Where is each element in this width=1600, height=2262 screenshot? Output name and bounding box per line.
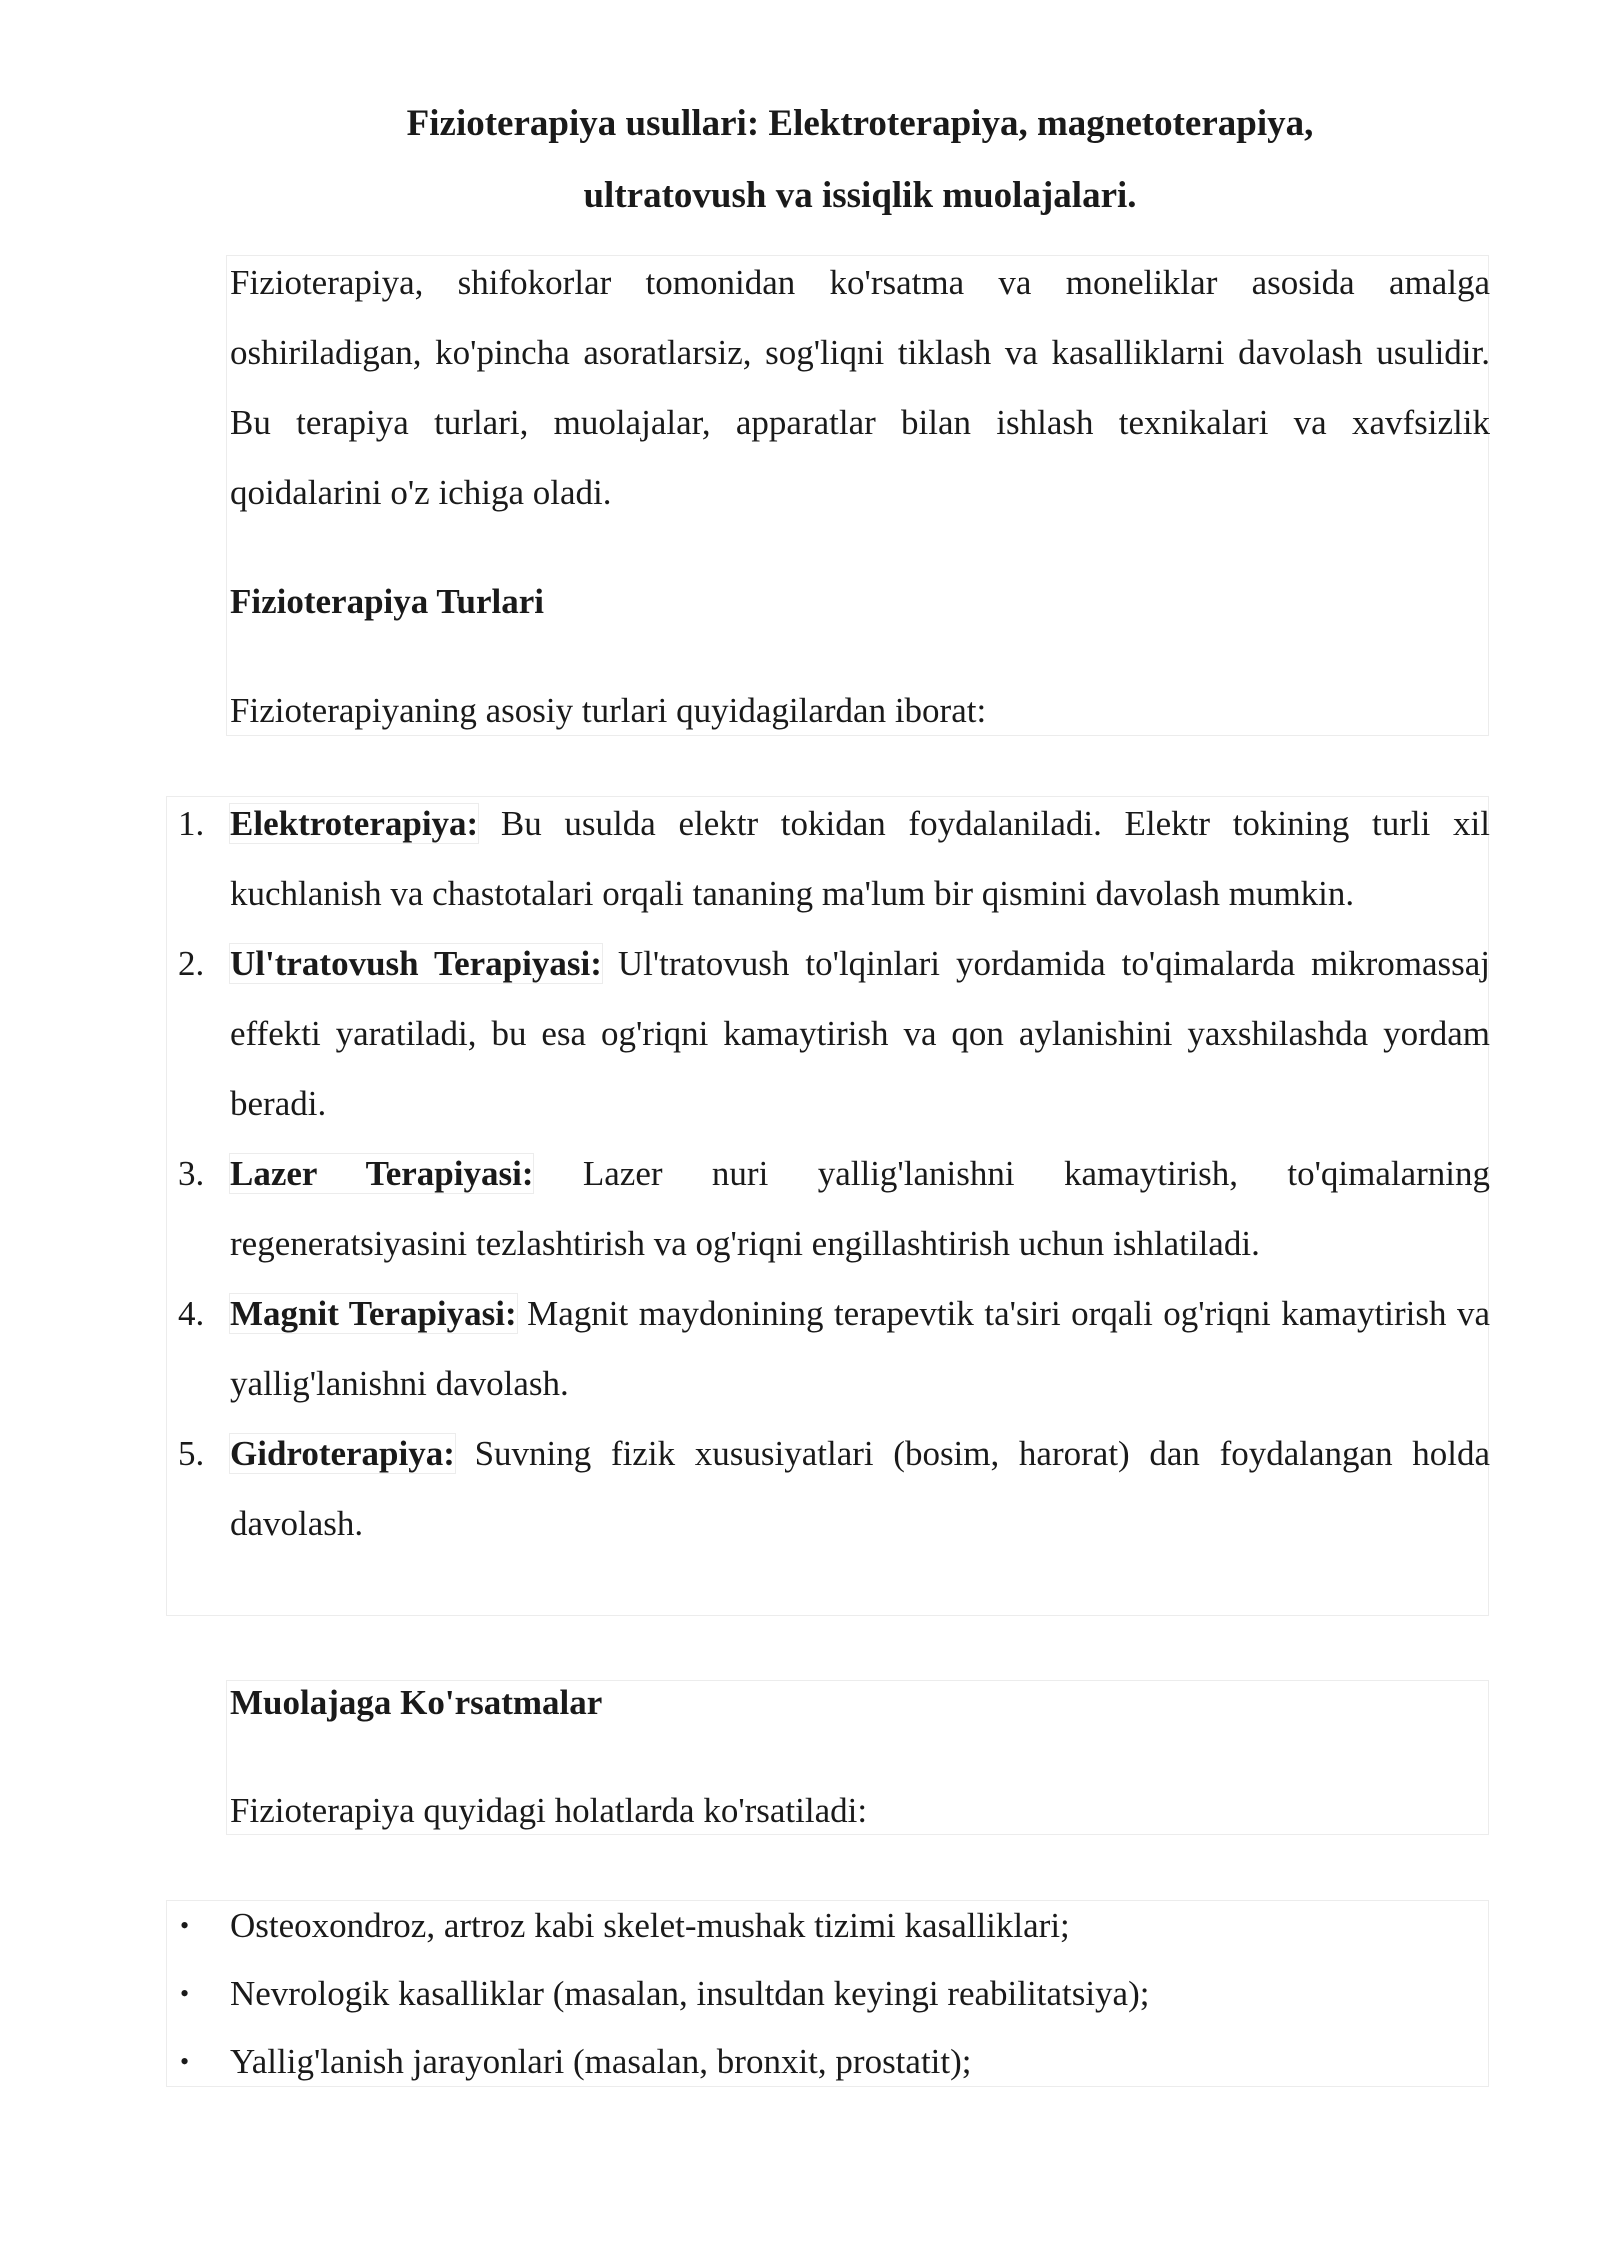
list-item-text: Suvning fizik xususiyatlari (bosim, harorat) dan foydalangan holda davolash. [230,1434,1490,1543]
bullet-icon: • [180,1979,190,2008]
list-item-text: Yallig'lanish jarayonlari (masalan, bronxit, prostatit); [230,2042,972,2081]
list-item [166,1892,1490,1960]
document-title-line-1: Fizioterapiya usullari: Elektroterapiya, magnetoterapiya, [406,103,1314,144]
list-item-text: Osteoxondroz, artroz kabi skelet-mushak tizimi kasalliklari; [230,1906,1070,1945]
list-item-number: 3. [178,1154,205,1193]
list-item-term: Gidroterapiya: [230,1434,455,1473]
list-item-number: 1. [178,804,205,843]
types-lead-paragraph: Fizioterapiyaning asosiy turlari quyidagilardan iborat: [230,691,987,730]
section-heading-indications: Muolajaga Ko'rsatmalar [230,1683,603,1722]
list-item [166,1960,1490,2028]
list-item-text: Magnit maydonining terapevtik ta'siri orqali og'riqni kamaytirish va yallig'lanishni davolash. [230,1294,1490,1403]
list-item [166,2028,1490,2096]
list-item-term: Magnit Terapiyasi: [230,1294,517,1333]
section-heading-types: Fizioterapiya Turlari [230,582,545,621]
types-numbered-list [166,789,1490,1559]
list-item-text: Nevrologik kasalliklar (masalan, insultdan keyingi reabilitatsiya); [230,1974,1150,2013]
list-item [166,1139,1490,1279]
list-item-term: Ul'tratovush Terapiyasi: [230,944,602,983]
bullet-icon: • [180,1911,190,1940]
intro-paragraph: Fizioterapiya, shifokorlar tomonidan ko'rsatma va moneliklar asosida amalga oshiriladigan, ko'pincha asoratlarsiz, sog'liqni tiklash va kasalliklarni davolash usulidir. Bu terapiya turlari, muolajalar, apparatlar bilan ishlash texnikalari va xavfsizlik qoidalarini o'z ichiga oladi. [230,263,1490,512]
list-item-number: 5. [178,1434,205,1473]
list-item [166,1279,1490,1419]
indications-bullet-list [166,1892,1490,2096]
list-item [166,929,1490,1139]
list-item-term: Elektroterapiya: [230,804,479,843]
list-item-text: Lazer nuri yallig'lanishni kamaytirish, to'qimalarning regeneratsiyasini tezlashtirish va og'riqni engillashtirish uchun ishlatiladi. [230,1154,1490,1263]
list-item-number: 4. [178,1294,205,1333]
list-item [166,1419,1490,1559]
list-item-term: Lazer Terapiyasi: [230,1154,534,1193]
list-item-text: Ul'tratovush to'lqinlari yordamida to'qimalarda mikromassaj effekti yaratiladi, bu esa og'riqni kamaytirish va qon aylanishini yaxshilashda yordam beradi. [230,944,1490,1123]
list-item [166,789,1490,929]
bullet-icon: • [180,2047,190,2076]
list-item-text: Bu usulda elektr tokidan foydalaniladi. Elektr tokining turli xil kuchlanish va chastotalari orqali tananing ma'lum bir qismini davolash mumkin. [230,804,1490,913]
document-title-line-2: ultratovush va issiqlik muolajalari. [583,175,1137,216]
list-item-number: 2. [178,944,205,983]
indications-lead-paragraph: Fizioterapiya quyidagi holatlarda ko'rsatiladi: [230,1791,868,1830]
